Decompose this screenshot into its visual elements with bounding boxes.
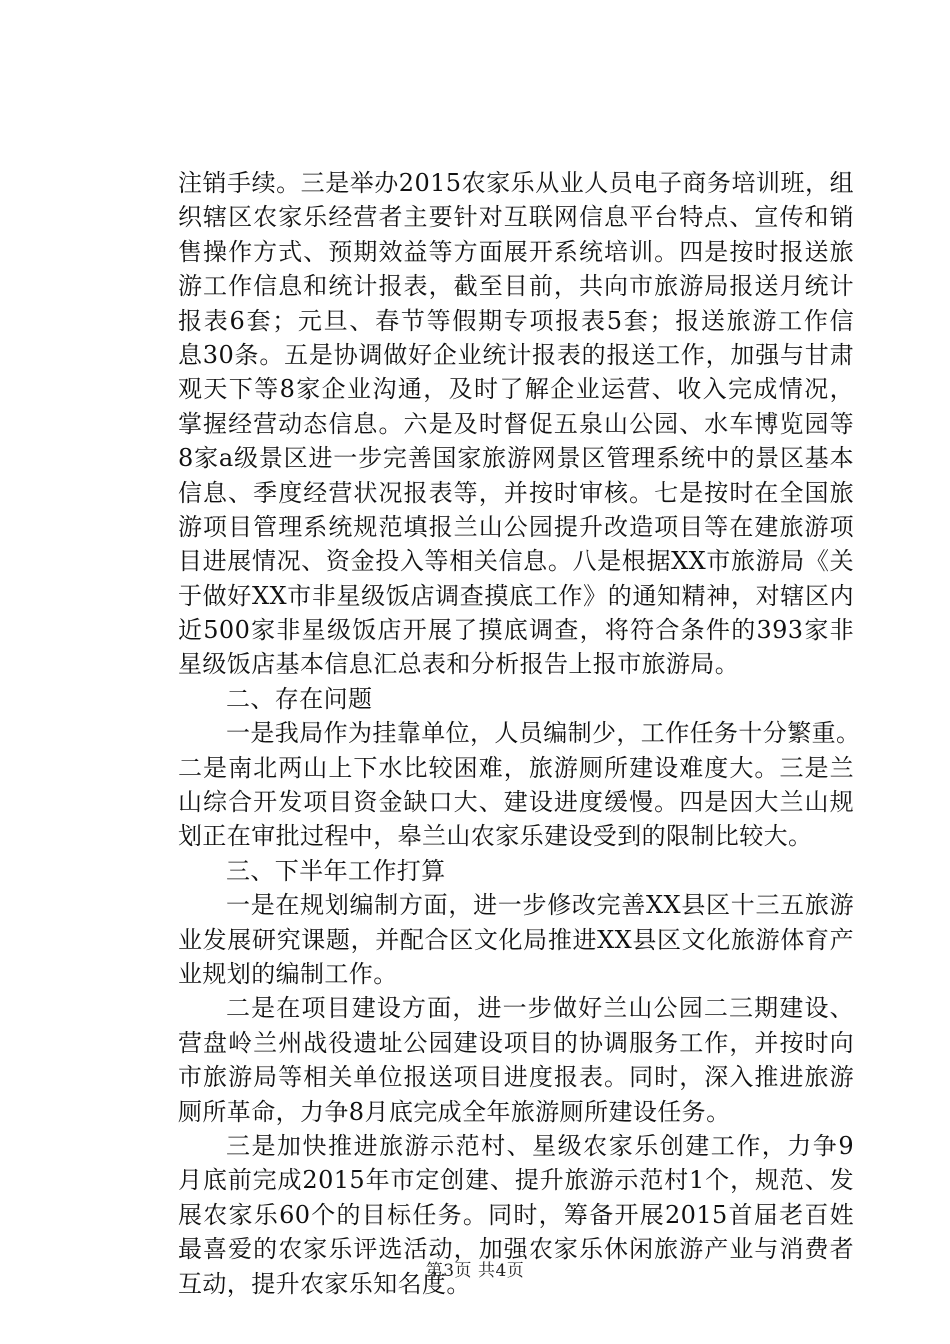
text-line: 售操作方式、预期效益等方面展开系统培训。四是按时报送旅 [178,237,854,266]
text-line: 游工作信息和统计报表，截至目前，共向市旅游局报送月统计 [178,272,854,301]
text-line: 一是在规划编制方面，进一步修改完善XX县区十三五旅游 [226,891,854,920]
text-line: 掌握经营动态信息。六是及时督促五泉山公园、水车博览园等 [178,409,854,438]
text-line: 一是我局作为挂靠单位，人员编制少，工作任务十分繁重。 [226,719,861,748]
text-line: 二是南北两山上下水比较困难，旅游厕所建设难度大。三是兰 [178,753,854,782]
text-line: 划正在审批过程中，皋兰山农家乐建设受到的限制比较大。 [178,822,813,851]
text-line: 厕所革命，力争8月底完成全年旅游厕所建设任务。 [178,1097,731,1126]
text-line: 业发展研究课题，并配合区文化局推进XX县区文化旅游体育产 [178,925,854,954]
text-line: 业规划的编制工作。 [178,959,398,988]
text-line: 游项目管理系统规范填报兰山公园提升改造项目等在建旅游项 [178,512,854,541]
text-line: 观天下等8家企业沟通，及时了解企业运营、收入完成情况， [178,375,854,404]
text-line: 注销手续。三是举办2015农家乐从业人员电子商务培训班，组 [178,169,854,197]
text-line: 8家a级景区进一步完善国家旅游网景区管理系统中的景区基本 [178,444,854,473]
text-line: 于做好XX市非星级饭店调查摸底工作》的通知精神，对辖区内 [178,581,854,610]
text-line: 二是在项目建设方面，进一步做好兰山公园二三期建设、 [226,994,854,1023]
text-line: 月底前完成2015年市定创建、提升旅游示范村1个，规范、发 [178,1166,854,1195]
text-line: 营盘岭兰州战役遗址公园建设项目的协调服务工作，并按时向 [178,1028,854,1057]
text-line: 目进展情况、资金投入等相关信息。八是根据XX市旅游局《关 [178,547,854,576]
text-line: 市旅游局等相关单位报送项目进度报表。同时，深入推进旅游 [178,1063,854,1092]
text-line: 星级饭店基本信息汇总表和分析报告上报市旅游局。 [178,650,740,679]
text-line: 三、下半年工作打算 [226,856,446,885]
document-body [178,166,861,1301]
text-line: 最喜爱的农家乐评选活动，加强农家乐休闲旅游产业与消费者 [178,1235,854,1264]
text-line: 展农家乐60个的目标任务。同时，筹备开展2015首届老百姓 [178,1200,854,1229]
text-line: 信息、季度经营状况报表等，并按时审核。七是按时在全国旅 [178,478,854,507]
text-line: 二、存在问题 [226,684,373,713]
text-line: 互动，提升农家乐知名度。 [178,1269,471,1298]
text-line: 报表6套；元旦、春节等假期专项报表5套；报送旅游工作信 [178,306,854,335]
text-line: 三是加快推进旅游示范村、星级农家乐创建工作，力争9 [226,1131,854,1160]
page-footer: 第3页 共4页 [425,1261,525,1281]
text-line: 息30条。五是协调做好企业统计报表的报送工作，加强与甘肃 [178,340,854,369]
text-line: 山综合开发项目资金缺口大、建设进度缓慢。四是因大兰山规 [178,788,854,817]
text-line: 近500家非星级饭店开展了摸底调查，将符合条件的393家非 [178,616,854,645]
text-line: 织辖区农家乐经营者主要针对互联网信息平台特点、宣传和销 [178,203,854,232]
